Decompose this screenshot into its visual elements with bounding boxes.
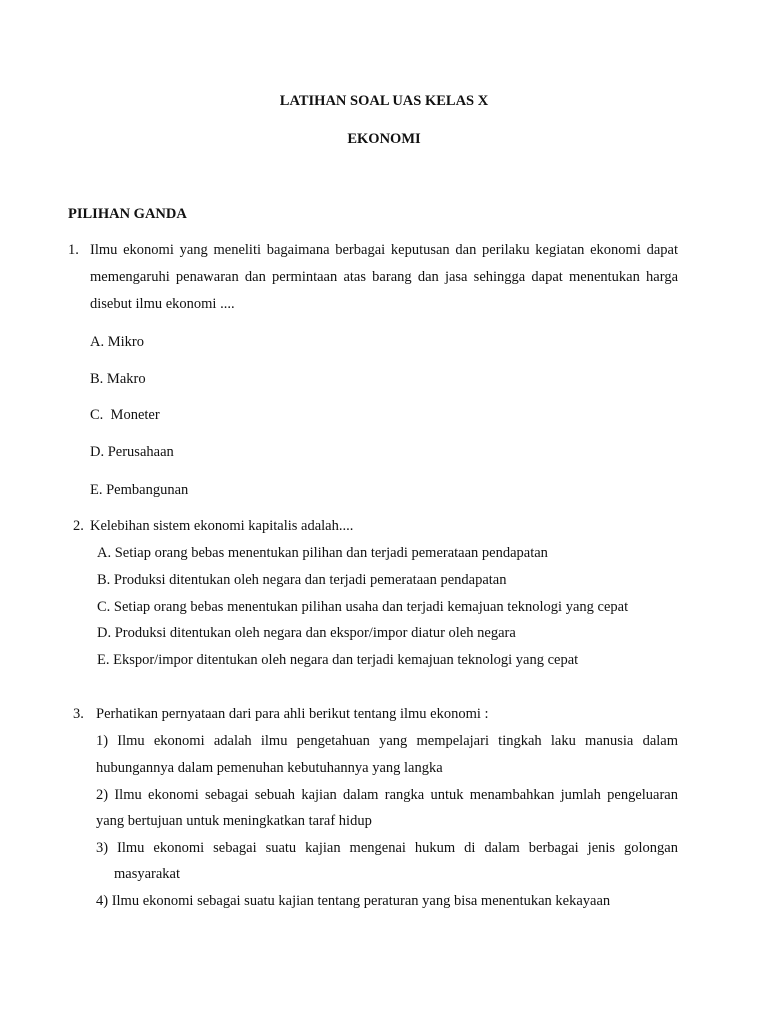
question-2-option-e: E. Ekspor/impor ditentukan oleh negara dan terjadi kemajuan teknologi yang cepat bbox=[97, 652, 579, 668]
question-3-statement-3-line-1: 3) Ilmu ekonomi sebagai suatu kajian mengenai hukum di dalam berbagai jenis golongan bbox=[96, 840, 678, 856]
question-3-statement-4-line-1: 4) Ilmu ekonomi sebagai suatu kajian tentang peraturan yang bisa menentukan kekayaan bbox=[96, 893, 611, 909]
question-3-text: Perhatikan pernyataan dari para ahli berikut tentang ilmu ekonomi : bbox=[96, 706, 489, 722]
question-1-line-2: memengaruhi penawaran dan permintaan atas barang dan jasa sehingga dapat menentukan harga bbox=[90, 269, 678, 285]
section-title: PILIHAN GANDA bbox=[68, 206, 187, 222]
question-2-number: 2. bbox=[73, 518, 84, 534]
question-2-option-b: B. Produksi ditentukan oleh negara dan terjadi pemerataan pendapatan bbox=[97, 572, 507, 588]
question-1-option-a: A. Mikro bbox=[90, 334, 144, 350]
question-3-statement-1-line-1: 1) Ilmu ekonomi adalah ilmu pengetahuan yang mempelajari tingkah laku manusia dalam bbox=[96, 733, 678, 749]
question-1-line-3: disebut ilmu ekonomi .... bbox=[90, 296, 235, 312]
question-2-option-a: A. Setiap orang bebas menentukan pilihan dan terjadi pemerataan pendapatan bbox=[97, 545, 548, 561]
document-subject: EKONOMI bbox=[347, 131, 421, 147]
question-1-option-e: E. Pembangunan bbox=[90, 482, 189, 498]
question-1-option-b: B. Makro bbox=[90, 371, 146, 387]
document-title: LATIHAN SOAL UAS KELAS X bbox=[279, 93, 489, 109]
question-2-option-d: D. Produksi ditentukan oleh negara dan ekspor/impor diatur oleh negara bbox=[97, 625, 516, 641]
question-1-option-c: C. Moneter bbox=[90, 407, 160, 423]
question-2-option-c: C. Setiap orang bebas menentukan pilihan usaha dan terjadi kemajuan teknologi yang cepat bbox=[97, 599, 629, 615]
question-1-number: 1. bbox=[68, 242, 79, 258]
question-2-text: Kelebihan sistem ekonomi kapitalis adalah.... bbox=[90, 518, 354, 534]
question-3-statement-2-line-1: 2) Ilmu ekonomi sebagai sebuah kajian dalam rangka untuk menambahkan jumlah pengeluaran bbox=[96, 787, 678, 803]
question-3-statement-3-line-2: masyarakat bbox=[114, 866, 181, 882]
question-3-number: 3. bbox=[73, 706, 84, 722]
question-3-statement-2-line-2: yang bertujuan untuk meningkatkan taraf hidup bbox=[96, 813, 372, 829]
question-3-statement-1-line-2: hubungannya dalam pemenuhan kebutuhannya yang langka bbox=[96, 760, 443, 776]
question-1-option-d: D. Perusahaan bbox=[90, 444, 174, 460]
question-1-line-1: Ilmu ekonomi yang meneliti bagaimana berbagai keputusan dan perilaku kegiatan ekonomi dapat bbox=[90, 242, 678, 258]
